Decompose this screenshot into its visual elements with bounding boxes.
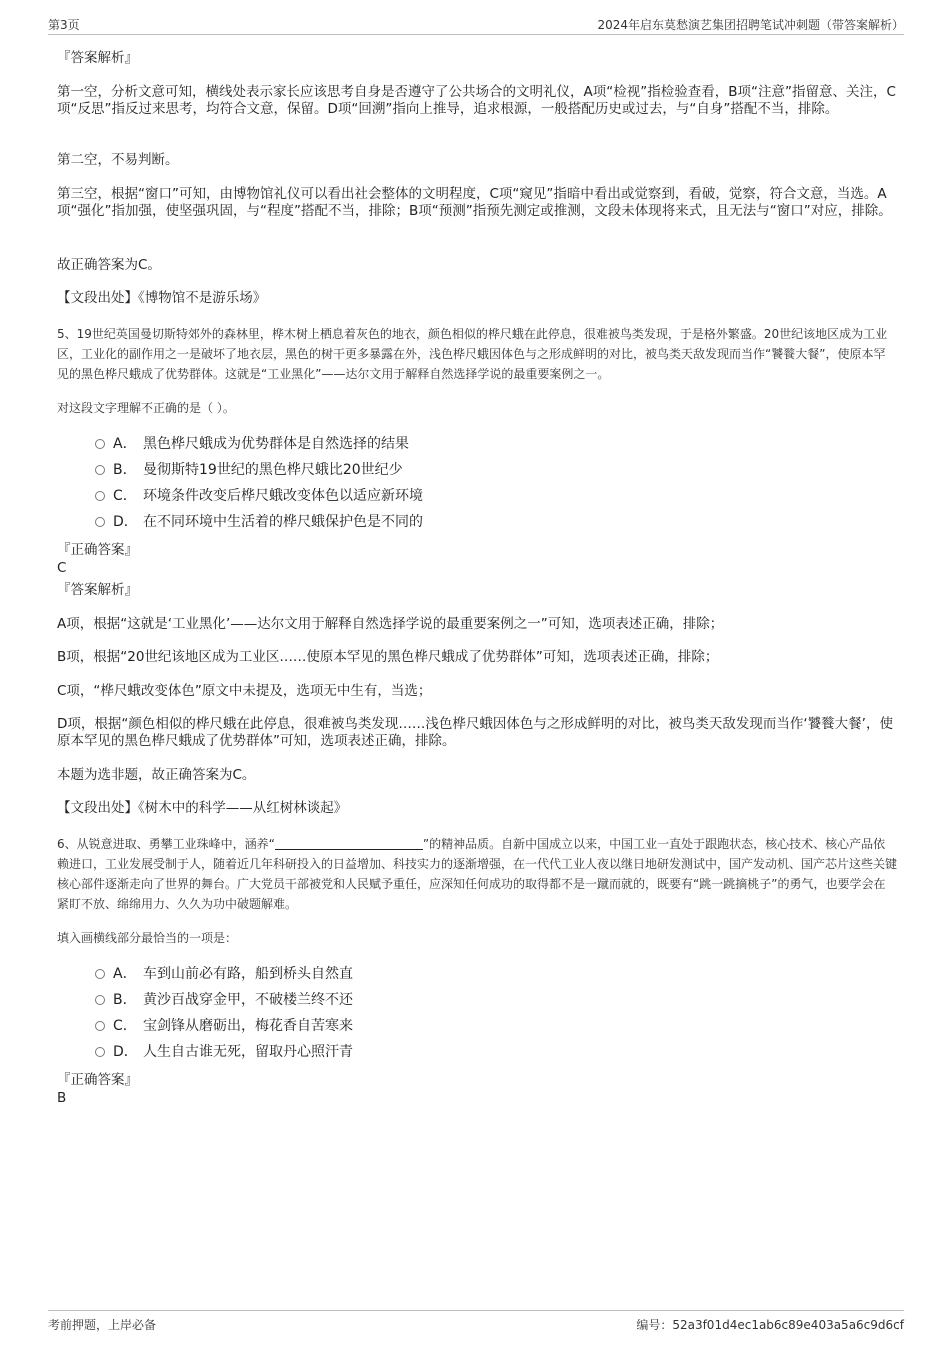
q4-analysis-p3: 第三空，根据“窗口”可知，由博物馆礼仪可以看出社会整体的文明程度，C项“窥见”指暗中看出或觉察到，看破，觉察，符合文意，当选。A项“强化”指加强，使坚强巩固，与“程度”搭配不当，排除；B项“预测”指预先测定或推测，文段未体现将来式，且无法与“窗口”对应，排除。 bbox=[57, 186, 892, 219]
q4-source: 【文段出处】《博物馆不是游乐场》 bbox=[57, 290, 267, 306]
option-label: C． bbox=[113, 488, 137, 504]
fill-in-blank bbox=[275, 837, 423, 850]
q5-source: 【文段出处】《树木中的科学——从红树林谈起》 bbox=[57, 800, 348, 816]
option-label: B． bbox=[113, 992, 137, 1008]
option-text: 环境条件改变后桦尺蛾改变体色以适应新环境 bbox=[143, 488, 423, 504]
q5-option-d[interactable] bbox=[95, 512, 423, 532]
document-title: 2024年启东莫愁演艺集团招聘笔试冲刺题（带答案解析） bbox=[597, 18, 904, 32]
page-header bbox=[48, 14, 904, 35]
radio-icon[interactable] bbox=[95, 491, 105, 501]
q5-option-b[interactable] bbox=[95, 460, 403, 480]
q6-stem bbox=[57, 834, 897, 914]
radio-icon[interactable] bbox=[95, 465, 105, 475]
option-text: 在不同环境中生活着的桦尺蛾保护色是不同的 bbox=[143, 514, 423, 530]
option-label: C． bbox=[113, 1018, 137, 1034]
q5-answer: C bbox=[57, 560, 67, 576]
page-footer bbox=[48, 1310, 904, 1335]
q4-conclusion: 故正确答案为C。 bbox=[57, 257, 161, 273]
radio-icon[interactable] bbox=[95, 969, 105, 979]
option-text: 黑色桦尺蛾成为优势群体是自然选择的结果 bbox=[143, 436, 409, 452]
option-label: A． bbox=[113, 966, 137, 982]
q5-analysis-c: C项，“桦尺蛾改变体色”原文中未提及，选项无中生有，当选； bbox=[57, 683, 432, 699]
option-text: 宝剑锋从磨砺出，梅花香自苦寒来 bbox=[143, 1018, 353, 1034]
q5-analysis-b: B项，根据“20世纪该地区成为工业区……使原本罕见的黑色桦尺蛾成了优势群体”可知，选项表述正确，排除； bbox=[57, 649, 719, 665]
q4-analysis-label: 『答案解析』 bbox=[57, 50, 138, 66]
q5-analysis-label: 『答案解析』 bbox=[57, 582, 138, 598]
option-label: D． bbox=[113, 514, 138, 530]
q5-question: 对这段文字理解不正确的是（ ）。 bbox=[57, 401, 235, 415]
q4-analysis-p1: 第一空，分析文意可知，横线处表示家长应该思考自身是否遵守了公共场合的文明礼仪，A项“检视”指检验查看，B项“注意”指留意、关注，C项“反思”指反过来思考，均符合文意，保留。D项“回溯”指向上推导，追求根源，一般搭配历史或过去，与“自身”搭配不当，排除。 bbox=[57, 84, 896, 117]
radio-icon[interactable] bbox=[95, 995, 105, 1005]
option-text: 曼彻斯特19世纪的黑色桦尺蛾比20世纪少 bbox=[143, 462, 403, 478]
page-number: 第3页 bbox=[48, 18, 80, 32]
option-text: 黄沙百战穿金甲，不破楼兰终不还 bbox=[143, 992, 353, 1008]
q5-stem: 5、19世纪英国曼切斯特郊外的森林里，桦木树上栖息着灰色的地衣，颜色相似的桦尺蛾在此停息，很难被鸟类发现，于是格外繁盛。20世纪该地区成为工业区，工业化的副作用之一是破坏了地衣层，黑色的树干更多暴露在外，浅色桦尺蛾因体色与之形成鲜明的对比，被鸟类天敌发现而当作“饕餮大餐”，使原本罕见的黑色桦尺蛾成了优势群体。这就是“工业黑化”——达尔文用于解释自然选择学说的最重要案例之一。 bbox=[57, 327, 888, 381]
q6-option-a[interactable] bbox=[95, 964, 353, 984]
footer-slogan: 考前押题，上岸必备 bbox=[48, 1318, 157, 1332]
q4-analysis-p2: 第二空，不易判断。 bbox=[57, 152, 179, 168]
q5-answer-label: 『正确答案』 bbox=[57, 542, 138, 558]
radio-icon[interactable] bbox=[95, 439, 105, 449]
q5-option-a[interactable] bbox=[95, 434, 409, 454]
q5-conclusion: 本题为选非题，故正确答案为C。 bbox=[57, 767, 256, 783]
option-label: A． bbox=[113, 436, 137, 452]
q6-option-c[interactable] bbox=[95, 1016, 353, 1036]
q6-option-b[interactable] bbox=[95, 990, 353, 1010]
radio-icon[interactable] bbox=[95, 1021, 105, 1031]
q5-analysis-a: A项，根据“这就是‘工业黑化’——达尔文用于解释自然选择学说的最重要案例之一”可知，选项表述正确，排除； bbox=[57, 616, 724, 632]
q6-stem-before: 6、从锐意进取、勇攀工业珠峰中，涵养“ bbox=[57, 837, 275, 851]
q6-answer: B bbox=[57, 1090, 67, 1106]
document-id: 编号：52a3f01d4ec1ab6c89e403a5a6c9d6cf bbox=[636, 1318, 904, 1332]
option-label: D． bbox=[113, 1044, 138, 1060]
option-label: B． bbox=[113, 462, 137, 478]
radio-icon[interactable] bbox=[95, 517, 105, 527]
q5-option-c[interactable] bbox=[95, 486, 423, 506]
q6-stem-after: ”的精神品质。自新中国成立以来，中国工业一直处于跟跑状态，核心技术、核心产品依赖进口，工业发展受制于人，随着近几年科研投入的日益增加、科技实力的逐渐增强，在一代代工业人夜以继日地研发测试中，国产发动机、国产芯片这些关键核心部件逐渐走向了世界的舞台。广大党员干部被党和人民赋予重任，应深知任何成功的取得都不是一蹴而就的，既要有“跳一跳摘桃子”的勇气，也要学会在紧盯不放、绵绵用力、久久为功中破题解难。 bbox=[57, 837, 898, 911]
radio-icon[interactable] bbox=[95, 1047, 105, 1057]
q6-question: 填入画横线部分最恰当的一项是： bbox=[57, 931, 238, 945]
q6-option-d[interactable] bbox=[95, 1042, 353, 1062]
option-text: 人生自古谁无死，留取丹心照汗青 bbox=[143, 1044, 353, 1060]
option-text: 车到山前必有路，船到桥头自然直 bbox=[143, 966, 353, 982]
q5-analysis-d: D项，根据“颜色相似的桦尺蛾在此停息，很难被鸟类发现……浅色桦尺蛾因体色与之形成鲜明的对比，被鸟类天敌发现而当作‘饕餮大餐’，使原本罕见的黑色桦尺蛾成了优势群体”可知，选项表述正确，排除。 bbox=[57, 716, 893, 749]
q6-answer-label: 『正确答案』 bbox=[57, 1072, 138, 1088]
